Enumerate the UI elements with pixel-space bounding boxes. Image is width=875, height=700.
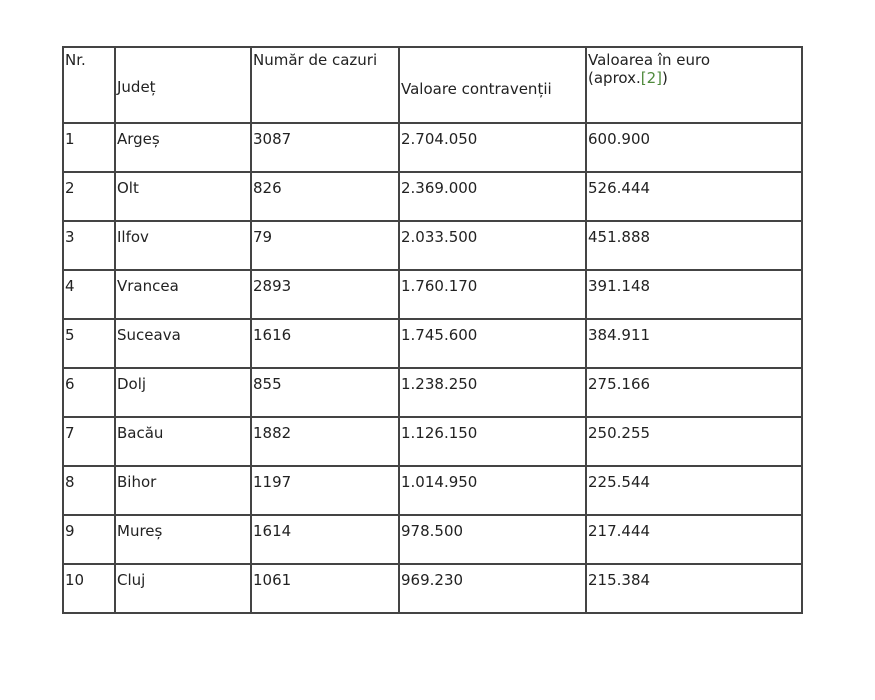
- cell-cazuri-value: 1882: [253, 424, 292, 442]
- cell-cazuri: [251, 319, 399, 368]
- cell-valoare: [399, 564, 586, 613]
- cell-judet: [115, 564, 251, 613]
- cell-valoare: [399, 417, 586, 466]
- cell-nr: [63, 319, 115, 368]
- cell-valoare-value: 2.704.050: [401, 130, 478, 148]
- cell-cazuri-value: 1197: [253, 473, 292, 491]
- cell-cazuri: [251, 221, 399, 270]
- header-row: [63, 47, 802, 123]
- cell-nr: [63, 368, 115, 417]
- cell-nr-value: 9: [65, 522, 75, 540]
- cell-nr-value: 3: [65, 228, 75, 246]
- cell-judet-value: Bacău: [117, 424, 164, 442]
- cell-valoare: [399, 368, 586, 417]
- cell-cazuri: [251, 466, 399, 515]
- cell-cazuri-value: 826: [253, 179, 282, 197]
- header-cell-judet: [115, 47, 251, 123]
- cell-euro-value: 384.911: [588, 326, 651, 344]
- cell-cazuri-value: 79: [253, 228, 273, 246]
- header-cell-euro: [586, 47, 802, 123]
- cell-euro: [586, 417, 802, 466]
- cell-cazuri-value: 1616: [253, 326, 292, 344]
- cell-judet: [115, 123, 251, 172]
- cell-judet-value: Ilfov: [117, 228, 149, 246]
- cell-nr-value: 4: [65, 277, 75, 295]
- cell-cazuri: [251, 368, 399, 417]
- cell-judet-value: Dolj: [117, 375, 147, 393]
- cell-euro: [586, 564, 802, 613]
- cell-cazuri: [251, 172, 399, 221]
- data-table: [62, 46, 803, 614]
- cell-nr-value: 7: [65, 424, 75, 442]
- header-cell-valoare: [399, 47, 586, 123]
- cell-nr-value: 5: [65, 326, 75, 344]
- cell-judet-value: Cluj: [117, 571, 146, 589]
- table-row: [63, 270, 802, 319]
- cell-judet: [115, 515, 251, 564]
- table-row: [63, 123, 802, 172]
- cell-valoare-value: 2.033.500: [401, 228, 478, 246]
- cell-valoare-value: 1.126.150: [401, 424, 478, 442]
- cell-nr: [63, 172, 115, 221]
- table-row: [63, 564, 802, 613]
- cell-cazuri: [251, 564, 399, 613]
- cell-euro: [586, 466, 802, 515]
- cell-cazuri-value: 855: [253, 375, 282, 393]
- cell-cazuri-value: 3087: [253, 130, 292, 148]
- cell-cazuri-value: 1614: [253, 522, 292, 540]
- cell-valoare: [399, 270, 586, 319]
- table-row: [63, 417, 802, 466]
- cell-valoare-value: 1.745.600: [401, 326, 478, 344]
- cell-nr-value: 2: [65, 179, 75, 197]
- cell-euro-value: 391.148: [588, 277, 651, 295]
- cell-euro-value: 217.444: [588, 522, 651, 540]
- cell-cazuri-value: 1061: [253, 571, 292, 589]
- cell-euro-value: 275.166: [588, 375, 651, 393]
- cell-valoare: [399, 466, 586, 515]
- table-row: [63, 515, 802, 564]
- cell-euro-value: 526.444: [588, 179, 651, 197]
- cell-cazuri: [251, 417, 399, 466]
- header-euro-line2-suffix: ): [662, 69, 668, 87]
- cell-euro: [586, 515, 802, 564]
- cell-nr: [63, 221, 115, 270]
- cell-euro-value: 215.384: [588, 571, 651, 589]
- cell-euro: [586, 172, 802, 221]
- cell-valoare: [399, 319, 586, 368]
- header-cell-cazuri: [251, 47, 399, 123]
- cell-euro: [586, 123, 802, 172]
- cell-valoare-value: 1.760.170: [401, 277, 478, 295]
- table-row: [63, 221, 802, 270]
- table-row: [63, 172, 802, 221]
- cell-cazuri-value: 2893: [253, 277, 292, 295]
- header-valoare-label: Valoare contravenții: [401, 80, 552, 98]
- cell-cazuri: [251, 270, 399, 319]
- cell-euro: [586, 221, 802, 270]
- cell-judet-value: Argeș: [117, 130, 160, 148]
- cell-nr: [63, 123, 115, 172]
- cell-judet: [115, 270, 251, 319]
- cell-judet-value: Suceava: [117, 326, 181, 344]
- cell-euro: [586, 319, 802, 368]
- cell-judet-value: Mureș: [117, 522, 163, 540]
- cell-nr: [63, 417, 115, 466]
- cell-nr: [63, 466, 115, 515]
- header-euro-line2-prefix: (aprox.: [588, 69, 641, 87]
- cell-nr: [63, 270, 115, 319]
- cell-valoare-value: 969.230: [401, 571, 464, 589]
- header-cazuri-label: Număr de cazuri: [253, 51, 378, 69]
- cell-valoare-value: 978.500: [401, 522, 464, 540]
- cell-nr-value: 8: [65, 473, 75, 491]
- cell-nr-value: 6: [65, 375, 75, 393]
- cell-judet-value: Olt: [117, 179, 139, 197]
- cell-judet: [115, 172, 251, 221]
- cell-valoare: [399, 221, 586, 270]
- cell-cazuri: [251, 515, 399, 564]
- header-euro-label: [587, 48, 801, 87]
- table-row: [63, 319, 802, 368]
- header-nr-label: Nr.: [65, 51, 86, 69]
- cell-nr: [63, 564, 115, 613]
- cell-judet-value: Vrancea: [117, 277, 179, 295]
- header-judet-label: Județ: [117, 78, 156, 96]
- header-cell-nr: [63, 47, 115, 123]
- cell-judet: [115, 319, 251, 368]
- cell-euro-value: 225.544: [588, 473, 651, 491]
- cell-nr-value: 10: [65, 571, 85, 589]
- table-row: [63, 368, 802, 417]
- cell-judet-value: Bihor: [117, 473, 157, 491]
- cell-judet: [115, 466, 251, 515]
- cell-nr-value: 1: [65, 130, 75, 148]
- cell-valoare-value: 2.369.000: [401, 179, 478, 197]
- cell-valoare-value: 1.014.950: [401, 473, 478, 491]
- cell-valoare: [399, 172, 586, 221]
- cell-euro-value: 451.888: [588, 228, 651, 246]
- table-row: [63, 466, 802, 515]
- cell-euro-value: 600.900: [588, 130, 651, 148]
- cell-valoare-value: 1.238.250: [401, 375, 478, 393]
- cell-judet: [115, 221, 251, 270]
- cell-euro: [586, 368, 802, 417]
- cell-judet: [115, 368, 251, 417]
- cell-euro-value: 250.255: [588, 424, 651, 442]
- cell-valoare: [399, 123, 586, 172]
- cell-cazuri: [251, 123, 399, 172]
- reference-link[interactable]: [2]: [640, 69, 663, 87]
- header-euro-line1: Valoarea în euro: [588, 51, 711, 69]
- cell-nr: [63, 515, 115, 564]
- cell-judet: [115, 417, 251, 466]
- cell-euro: [586, 270, 802, 319]
- cell-valoare: [399, 515, 586, 564]
